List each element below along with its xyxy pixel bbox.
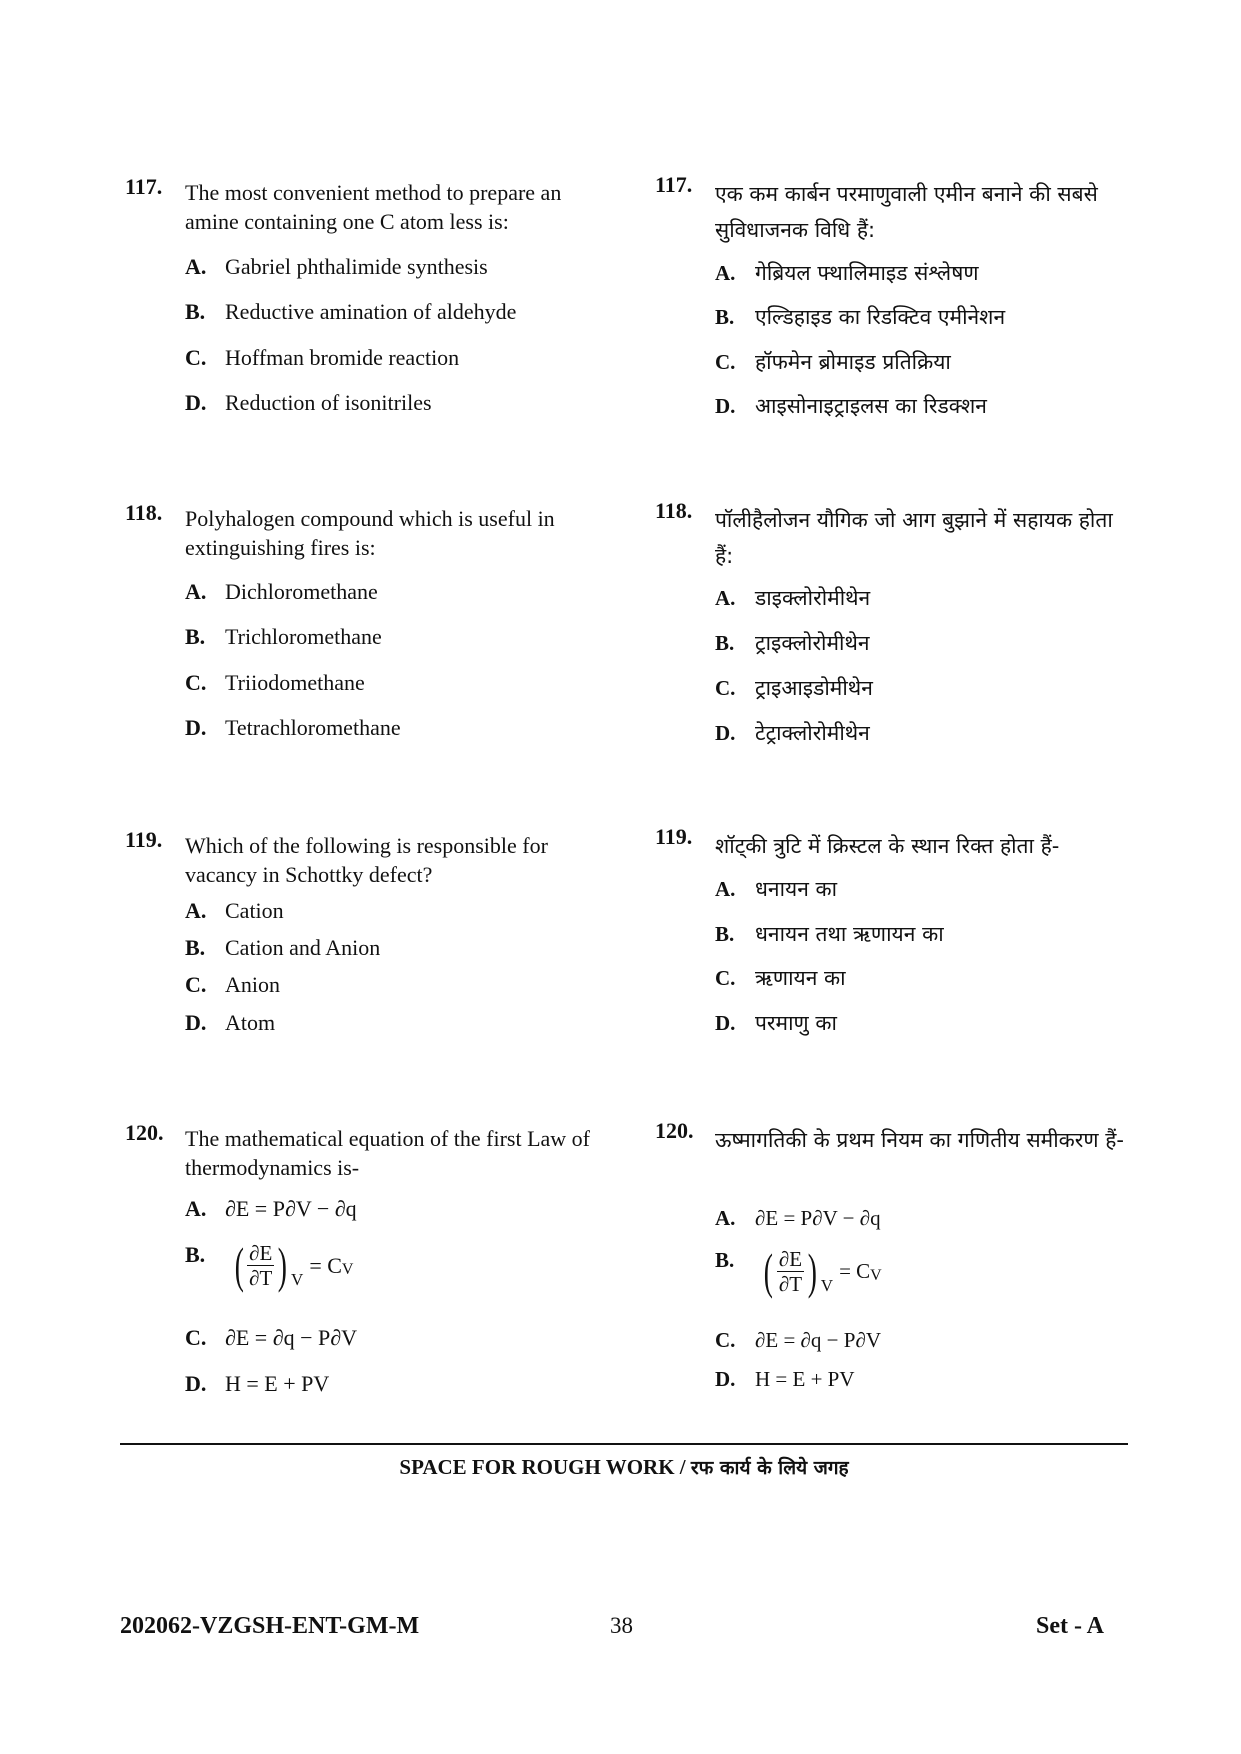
option-text: Hoffman bromide reaction (225, 345, 460, 370)
option-d (715, 392, 987, 421)
option-a (715, 1204, 881, 1233)
question-number: 120. (125, 1120, 164, 1145)
option-letter: A. (715, 261, 736, 285)
option-text: Anion (225, 972, 280, 997)
option-letter: C. (185, 345, 207, 370)
fraction (777, 1247, 804, 1296)
option-b (185, 933, 380, 962)
option-letter: B. (185, 624, 206, 649)
left-paren: ( (234, 1237, 244, 1293)
option-letter: B. (715, 631, 735, 655)
question-number: 117. (655, 172, 693, 197)
option-d (715, 1365, 855, 1394)
rough-work-en: SPACE FOR ROUGH WORK / (399, 1455, 691, 1479)
rough-work-heading (120, 1454, 1128, 1480)
option-letter: A. (715, 877, 736, 901)
numerator: ∂E (249, 1240, 273, 1265)
set-label: Set - A (1036, 1613, 1104, 1639)
right-paren: ) (807, 1243, 818, 1299)
option-equation: ∂E = ∂q − P∂V (225, 1325, 357, 1350)
question-number: 120. (655, 1118, 694, 1143)
option-text: Atom (225, 1010, 276, 1035)
equation-rhs: = C (839, 1258, 871, 1283)
question-text: Which of the following is responsible for vacancy in Schottky defect? (185, 833, 548, 887)
paper-code: 202062-VZGSH-ENT-GM-M (120, 1613, 420, 1639)
question-number: 119. (125, 827, 163, 852)
option-text: एल्डिहाइड का रिडक्टिव एमीनेशन (755, 305, 1006, 329)
option-a (185, 252, 488, 281)
option-text: धनायन का (755, 877, 838, 901)
denominator: ∂T (778, 1271, 803, 1296)
question-text: शॉट्की त्रुटि में क्रिस्टल के स्थान रिक्त होता हैं- (715, 834, 1060, 858)
option-text: टेट्राक्लोरोमीथेन (755, 721, 870, 745)
question-text: एक कम कार्बन परमाणुवाली एमीन बनाने की सबसे सुविधाजनक विधि हैं: (715, 182, 1098, 242)
question-text: The mathematical equation of the first Law of thermodynamics is- (185, 1126, 591, 1180)
option-a (715, 584, 870, 613)
question-number: 118. (125, 500, 163, 525)
option-a (715, 875, 837, 904)
option-c (185, 343, 459, 372)
question-number: 119. (655, 824, 693, 849)
option-letter: D. (185, 715, 207, 740)
option-b (185, 1237, 354, 1293)
option-text: Tetrachloromethane (225, 715, 401, 740)
option-equation: ∂E = P∂V − ∂q (755, 1206, 881, 1230)
option-d (715, 719, 870, 748)
option-equation: H = E + PV (225, 1371, 330, 1396)
option-c (715, 348, 951, 377)
numerator: ∂E (778, 1246, 803, 1271)
option-text: Gabriel phthalimide synthesis (225, 254, 488, 279)
option-letter: A. (185, 579, 207, 604)
right-paren: ) (278, 1237, 288, 1293)
option-text: डाइक्लोरोमीथेन (755, 586, 871, 610)
equation-rhs: = C (309, 1252, 342, 1278)
question-number: 117. (125, 174, 163, 199)
subscript: V (820, 1275, 834, 1295)
option-letter: B. (185, 1242, 206, 1267)
option-letter: B. (715, 305, 735, 329)
option-equation: H = E + PV (755, 1367, 855, 1391)
option-b (715, 629, 870, 658)
option-letter: D. (185, 1371, 207, 1396)
option-text: Trichloromethane (225, 624, 382, 649)
option-equation: ∂E = P∂V − ∂q (225, 1196, 357, 1221)
option-letter: A. (185, 898, 207, 923)
option-d (185, 1008, 275, 1037)
question-text: Polyhalogen compound which is useful in extinguishing fires is: (185, 506, 555, 560)
option-a (185, 896, 284, 925)
question-text: ऊष्मागतिकी के प्रथम नियम का गणितीय समीकरण हैं- (715, 1128, 1124, 1152)
option-b (715, 1243, 882, 1299)
option-d (185, 713, 401, 742)
partial-derivative-fraction (231, 1237, 354, 1293)
left-paren: ( (763, 1243, 774, 1299)
option-text: धनायन तथा ऋणायन का (755, 922, 944, 946)
option-d (715, 1009, 837, 1038)
option-text: ऋणायन का (755, 966, 846, 990)
option-text: Dichloromethane (225, 579, 378, 604)
partial-derivative-fraction (760, 1243, 882, 1299)
question-118-en (125, 500, 595, 740)
option-b (715, 303, 1005, 332)
question-text: पॉलीहैलोजन यौगिक जो आग बुझाने में सहायक होता हैं: (715, 508, 1113, 568)
option-c (715, 674, 873, 703)
question-118-hi (655, 498, 1135, 745)
option-b (185, 297, 516, 326)
rhs-subscript: V (341, 1260, 354, 1278)
option-letter: D. (185, 390, 207, 415)
option-equation: ∂E = ∂q − P∂V (755, 1328, 881, 1352)
question-117-en (125, 174, 595, 415)
question-120-hi (655, 1118, 1135, 1391)
option-c (185, 970, 280, 999)
option-letter: D. (715, 1011, 736, 1035)
option-d (185, 1369, 329, 1398)
question-120-en (125, 1120, 595, 1396)
question-number: 118. (655, 498, 693, 523)
option-text: Cation and Anion (225, 935, 381, 960)
divider-line (120, 1443, 1128, 1445)
question-text: The most convenient method to prepare an amine containing one C atom less is: (185, 180, 562, 234)
option-letter: D. (715, 1367, 736, 1391)
option-letter: C. (185, 670, 207, 695)
option-letter: B. (715, 922, 735, 946)
option-text: परमाणु का (755, 1011, 837, 1035)
denominator: ∂T (249, 1265, 273, 1290)
option-c (185, 1323, 357, 1352)
option-c (715, 1326, 881, 1355)
question-117-hi (655, 172, 1135, 418)
option-text: Cation (225, 898, 284, 923)
option-letter: C. (715, 676, 736, 700)
option-c (185, 668, 365, 697)
option-b (185, 622, 382, 651)
option-letter: A. (185, 254, 207, 279)
option-a (185, 577, 378, 606)
rhs-subscript: V (870, 1266, 882, 1284)
subscript: V (291, 1269, 304, 1289)
question-119-hi (655, 824, 1135, 1035)
option-text: ट्राइक्लोरोमीथेन (755, 631, 870, 655)
option-text: Reduction of isonitriles (225, 390, 432, 415)
option-letter: C. (715, 966, 736, 990)
option-text: Reductive amination of aldehyde (225, 299, 517, 324)
option-d (185, 388, 432, 417)
option-letter: D. (715, 394, 736, 418)
option-letter: C. (185, 1325, 207, 1350)
option-text: हॉफमेन ब्रोमाइड प्रतिक्रिया (755, 350, 951, 374)
option-b (715, 920, 944, 949)
option-text: गेब्रियल फ्थालिमाइड संश्लेषण (755, 261, 979, 285)
option-c (715, 964, 846, 993)
option-letter: A. (185, 1196, 207, 1221)
option-letter: B. (185, 935, 206, 960)
option-text: Triiodomethane (225, 670, 365, 695)
question-119-en (125, 827, 595, 1035)
option-letter: A. (715, 1206, 736, 1230)
option-text: ट्राइआइडोमीथेन (755, 676, 873, 700)
option-letter: C. (715, 1328, 736, 1352)
option-letter: C. (185, 972, 207, 997)
option-a (715, 259, 979, 288)
page-number: 38 (610, 1613, 633, 1638)
rough-work-hi: रफ कार्य के लिये जगह (690, 1457, 849, 1479)
option-letter: B. (185, 299, 206, 324)
option-letter: B. (715, 1248, 735, 1272)
option-letter: C. (715, 350, 736, 374)
option-letter: A. (715, 586, 736, 610)
option-text: आइसोनाइट्राइलस का रिडक्शन (755, 394, 987, 418)
fraction (247, 1241, 274, 1290)
option-letter: D. (715, 721, 736, 745)
option-a (185, 1194, 357, 1223)
option-letter: D. (185, 1010, 207, 1035)
